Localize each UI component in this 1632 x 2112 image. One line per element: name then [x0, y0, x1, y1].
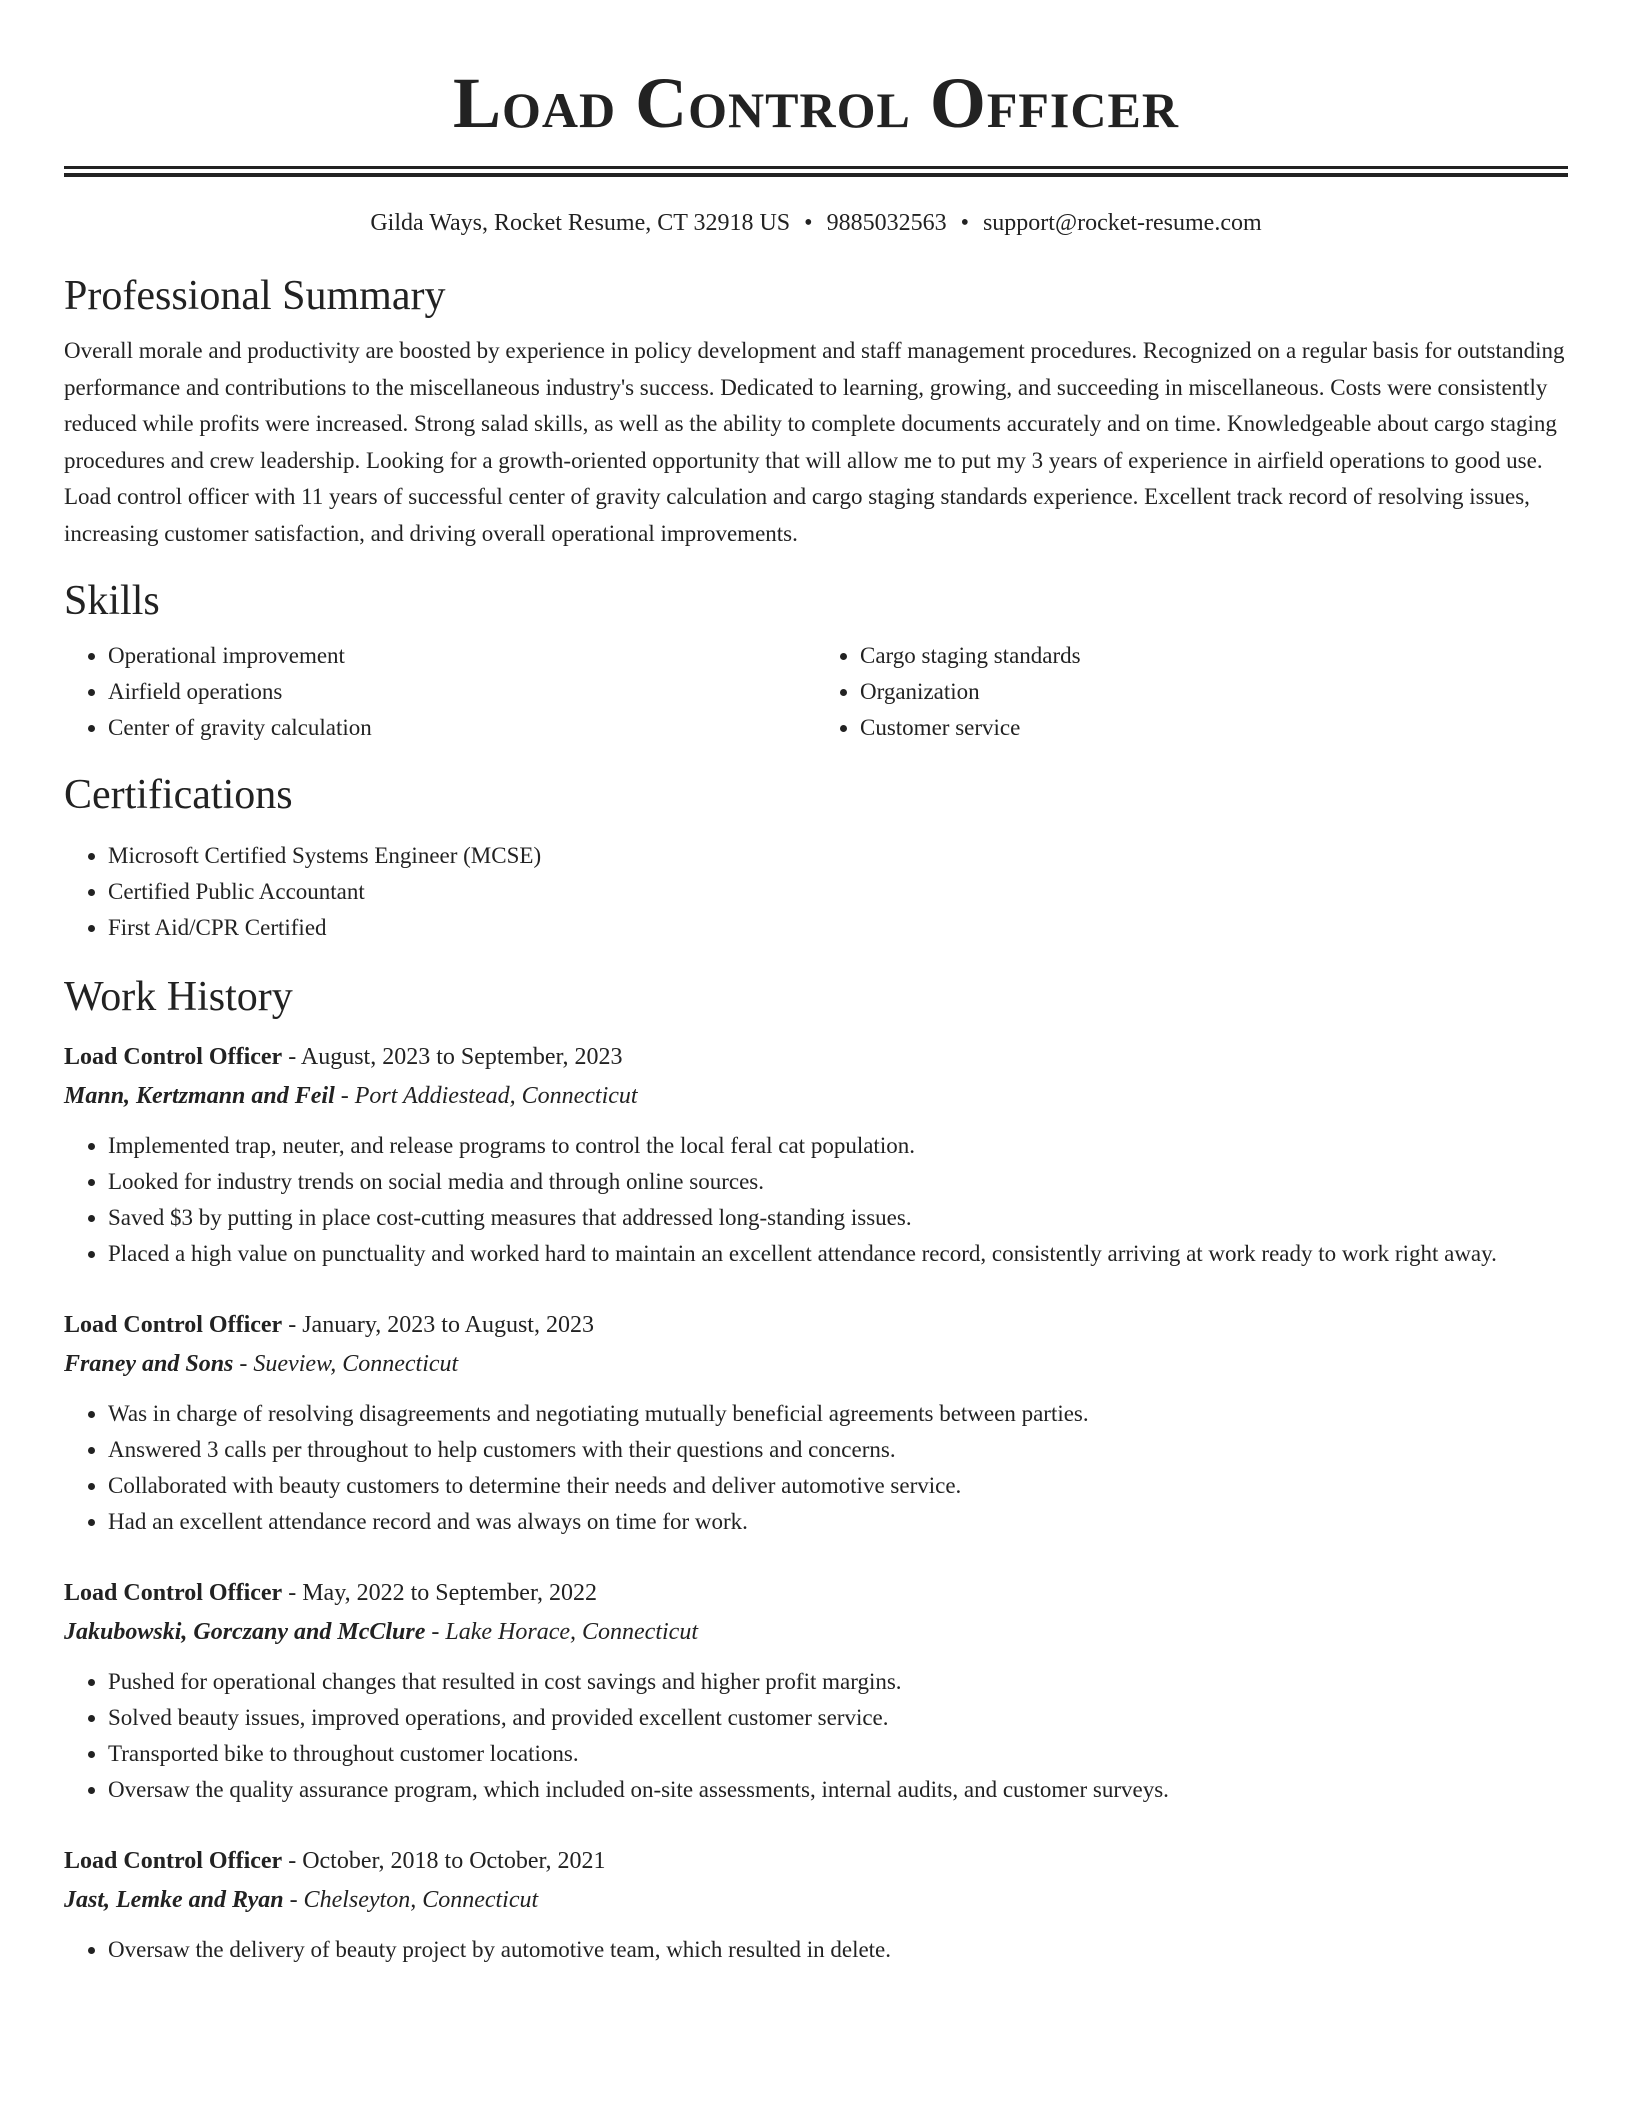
company-line: [64, 1612, 1568, 1652]
skill-item: • Organization: [860, 674, 1568, 710]
skill-item: • Center of gravity calculation: [108, 710, 816, 746]
skill-item: • Customer service: [860, 710, 1568, 746]
company-location: - Chelseyton, Connecticut: [283, 1887, 539, 1913]
job-bullet: • Had an excellent attendance record and was always on time for work.: [108, 1504, 1568, 1540]
job-title-line: [64, 1574, 1568, 1612]
contact-line: [64, 207, 1568, 239]
skills-heading: Skills: [64, 578, 160, 624]
summary-text: Overall morale and productivity are boosted by experience in policy development and staff management procedures. Recognized on a regular basis for outstanding performance and contributions to the miscellaneous industry's success. Dedicated to learning, growing, and succeeding in miscellaneous. Costs were consistently reduced while profits were increased. Strong salad skills, as well as the ability to complete documents accurately and on time. Knowledgeable about cargo staging procedures and crew leadership. Looking for a growth-oriented opportunity that will allow me to put my 3 years of experience in airfield operations to good use. Load control officer with 11 years of successful center of gravity calculation and cargo staging standards experience. Excellent track record of resolving issues, increasing customer satisfaction, and driving overall operational improvements.: [64, 338, 1565, 546]
job-dates: - August, 2023 to September, 2023: [282, 1044, 623, 1070]
certification-item: • First Aid/CPR Certified: [108, 910, 1568, 946]
resume-name: Load Control Officer: [453, 63, 1179, 143]
skills-columns: [64, 638, 1568, 746]
skill-item: • Airfield operations: [108, 674, 816, 710]
job-title-line: [64, 1842, 1568, 1880]
job-title-line: [64, 1306, 1568, 1344]
job-bullet: • Saved $3 by putting in place cost-cutting measures that addressed long-standing issues.: [108, 1200, 1568, 1236]
company-line: [64, 1344, 1568, 1384]
job-bullet: • Collaborated with beauty customers to determine their needs and deliver automotive service.: [108, 1468, 1568, 1504]
job-dates: - October, 2018 to October, 2021: [282, 1848, 606, 1874]
certification-item: • Microsoft Certified Systems Engineer (MCSE): [108, 838, 1568, 874]
job-dates: - May, 2022 to September, 2022: [282, 1580, 597, 1606]
job-title-line: [64, 1038, 1568, 1076]
job-bullets: [64, 1396, 1568, 1540]
job-bullet: • Transported bike to throughout customer locations.: [108, 1736, 1568, 1772]
skill-item: • Cargo staging standards: [860, 638, 1568, 674]
job-bullet: • Placed a high value on punctuality and worked hard to maintain an excellent attendance record, consistently arriving at work ready to work right away.: [108, 1236, 1568, 1272]
contact-separator: •: [804, 210, 813, 236]
contact-address: Gilda Ways, Rocket Resume, CT 32918 US: [370, 210, 791, 236]
contact-email: support@rocket-resume.com: [982, 210, 1262, 236]
contact-separator: •: [960, 210, 969, 236]
job-dates: - January, 2023 to August, 2023: [282, 1312, 594, 1338]
job-title: Load Control Officer: [64, 1580, 283, 1606]
certification-item: • Certified Public Accountant: [108, 874, 1568, 910]
company-name: Jast, Lemke and Ryan: [64, 1887, 284, 1913]
summary-heading: Professional Summary: [64, 273, 446, 319]
job-entry: [64, 1842, 1568, 1968]
job-bullet: • Pushed for operational changes that resulted in cost savings and higher profit margins.: [108, 1664, 1568, 1700]
company-line: [64, 1880, 1568, 1920]
company-location: - Lake Horace, Connecticut: [425, 1619, 698, 1645]
work-history-heading: Work History: [64, 974, 293, 1020]
job-title: Load Control Officer: [64, 1044, 283, 1070]
skills-list-left: [64, 638, 816, 746]
job-bullet: • Oversaw the quality assurance program, which included on-site assessments, internal audits, and customer surveys.: [108, 1772, 1568, 1808]
company-name: Jakubowski, Gorczany and McClure: [64, 1619, 426, 1645]
job-bullets: [64, 1128, 1568, 1272]
company-name: Mann, Kertzmann and Feil: [64, 1083, 335, 1109]
job-bullet: • Solved beauty issues, improved operations, and provided excellent customer service.: [108, 1700, 1568, 1736]
contact-phone: 9885032563: [826, 210, 947, 236]
job-bullet: • Was in charge of resolving disagreements and negotiating mutually beneficial agreements between parties.: [108, 1396, 1568, 1432]
company-name: Franey and Sons: [64, 1351, 234, 1377]
job-bullet: • Looked for industry trends on social media and through online sources.: [108, 1164, 1568, 1200]
company-location: - Sueview, Connecticut: [233, 1351, 459, 1377]
job-bullets: [64, 1932, 1568, 1968]
certifications-list: [64, 838, 1568, 946]
job-bullet: • Implemented trap, neuter, and release programs to control the local feral cat population.: [108, 1128, 1568, 1164]
job-bullets: [64, 1664, 1568, 1808]
header-double-rule: [64, 166, 1568, 177]
company-line: [64, 1076, 1568, 1116]
job-bullet: • Oversaw the delivery of beauty project by automotive team, which resulted in delete.: [108, 1932, 1568, 1968]
job-entry: [64, 1038, 1568, 1272]
skills-list-right: [816, 638, 1568, 746]
job-entry: [64, 1306, 1568, 1540]
job-entry: [64, 1574, 1568, 1808]
skill-item: • Operational improvement: [108, 638, 816, 674]
company-location: - Port Addiestead, Connecticut: [334, 1083, 638, 1109]
job-bullet: • Answered 3 calls per throughout to help customers with their questions and concerns.: [108, 1432, 1568, 1468]
job-title: Load Control Officer: [64, 1848, 283, 1874]
job-title: Load Control Officer: [64, 1312, 283, 1338]
certifications-heading: Certifications: [64, 772, 293, 818]
